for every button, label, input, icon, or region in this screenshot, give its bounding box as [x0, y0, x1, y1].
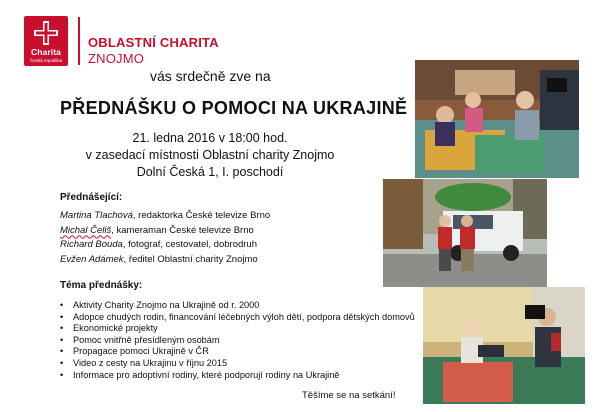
topic-item: • Aktivity Charity Znojmo na Ukrajině od r. 2000: [60, 300, 415, 312]
event-place: v zasedací místnosti Oblastní charity Znojmo: [85, 148, 335, 162]
logo-brand-text: Charita: [31, 47, 61, 57]
speaker-item: [60, 253, 270, 268]
speaker-item: [60, 238, 270, 253]
organization-city: ZNOJMO: [88, 51, 145, 66]
closing-text: Těšíme se na setkání!: [302, 390, 396, 401]
speakers-heading: Přednášející:: [60, 192, 123, 203]
invite-text: vás srdečně zve na: [150, 68, 271, 84]
photo-filming: [423, 287, 585, 404]
speaker-item: [60, 224, 270, 239]
topic-item: • Informace pro adoptivní rodiny, které podporují rodiny na Ukrajině: [60, 370, 415, 382]
logo-brand-subtext: Česká republika: [29, 58, 63, 63]
speakers-list: [60, 209, 270, 267]
photo-car: [383, 179, 547, 287]
charita-logo: [24, 16, 68, 66]
speaker-role: , fotograf, cestovatel, dobrodruh: [122, 239, 257, 250]
organization-name: OBLASTNÍ CHARITA: [88, 35, 219, 50]
event-title: PŘEDNÁŠKU O POMOCI NA UKRAJINĚ: [60, 98, 408, 118]
event-datetime: 21. ledna 2016 v 18:00 hod.: [132, 131, 288, 145]
topic-item: • Adopce chudých rodin, financování léčebných výloh dětí, podpora dětských domovů: [60, 312, 415, 324]
topic-item: • Propagace pomoci Ukrajině v ČR: [60, 346, 415, 358]
speaker-name: Martina Tlachová: [60, 210, 133, 221]
topic-item: • Ekonomické projekty: [60, 323, 415, 335]
cross-icon: [33, 20, 59, 46]
speaker-item: [60, 209, 270, 224]
speaker-role: , ředitel Oblastní charity Znojmo: [123, 253, 258, 265]
speaker-name: Evžen Adámek: [60, 253, 124, 265]
topics-heading: Téma přednášky:: [60, 280, 143, 291]
event-address: Dolní Česká 1, I. poschodí: [136, 165, 284, 179]
topic-item: • Pomoc vnitřně přesídleným osobám: [60, 335, 415, 347]
speaker-name: Michal Čeliš: [60, 224, 112, 236]
topics-list: [60, 300, 415, 381]
speaker-role: , kameraman České televize Brno: [111, 224, 254, 236]
photo-interview: [415, 60, 579, 178]
speaker-role: , redaktorka České televize Brno: [132, 210, 271, 221]
logo-divider: [78, 17, 80, 65]
topic-item: • Video z cesty na Ukrajinu v říjnu 2015: [60, 358, 415, 370]
speaker-name: Richard Bouda: [60, 239, 123, 250]
